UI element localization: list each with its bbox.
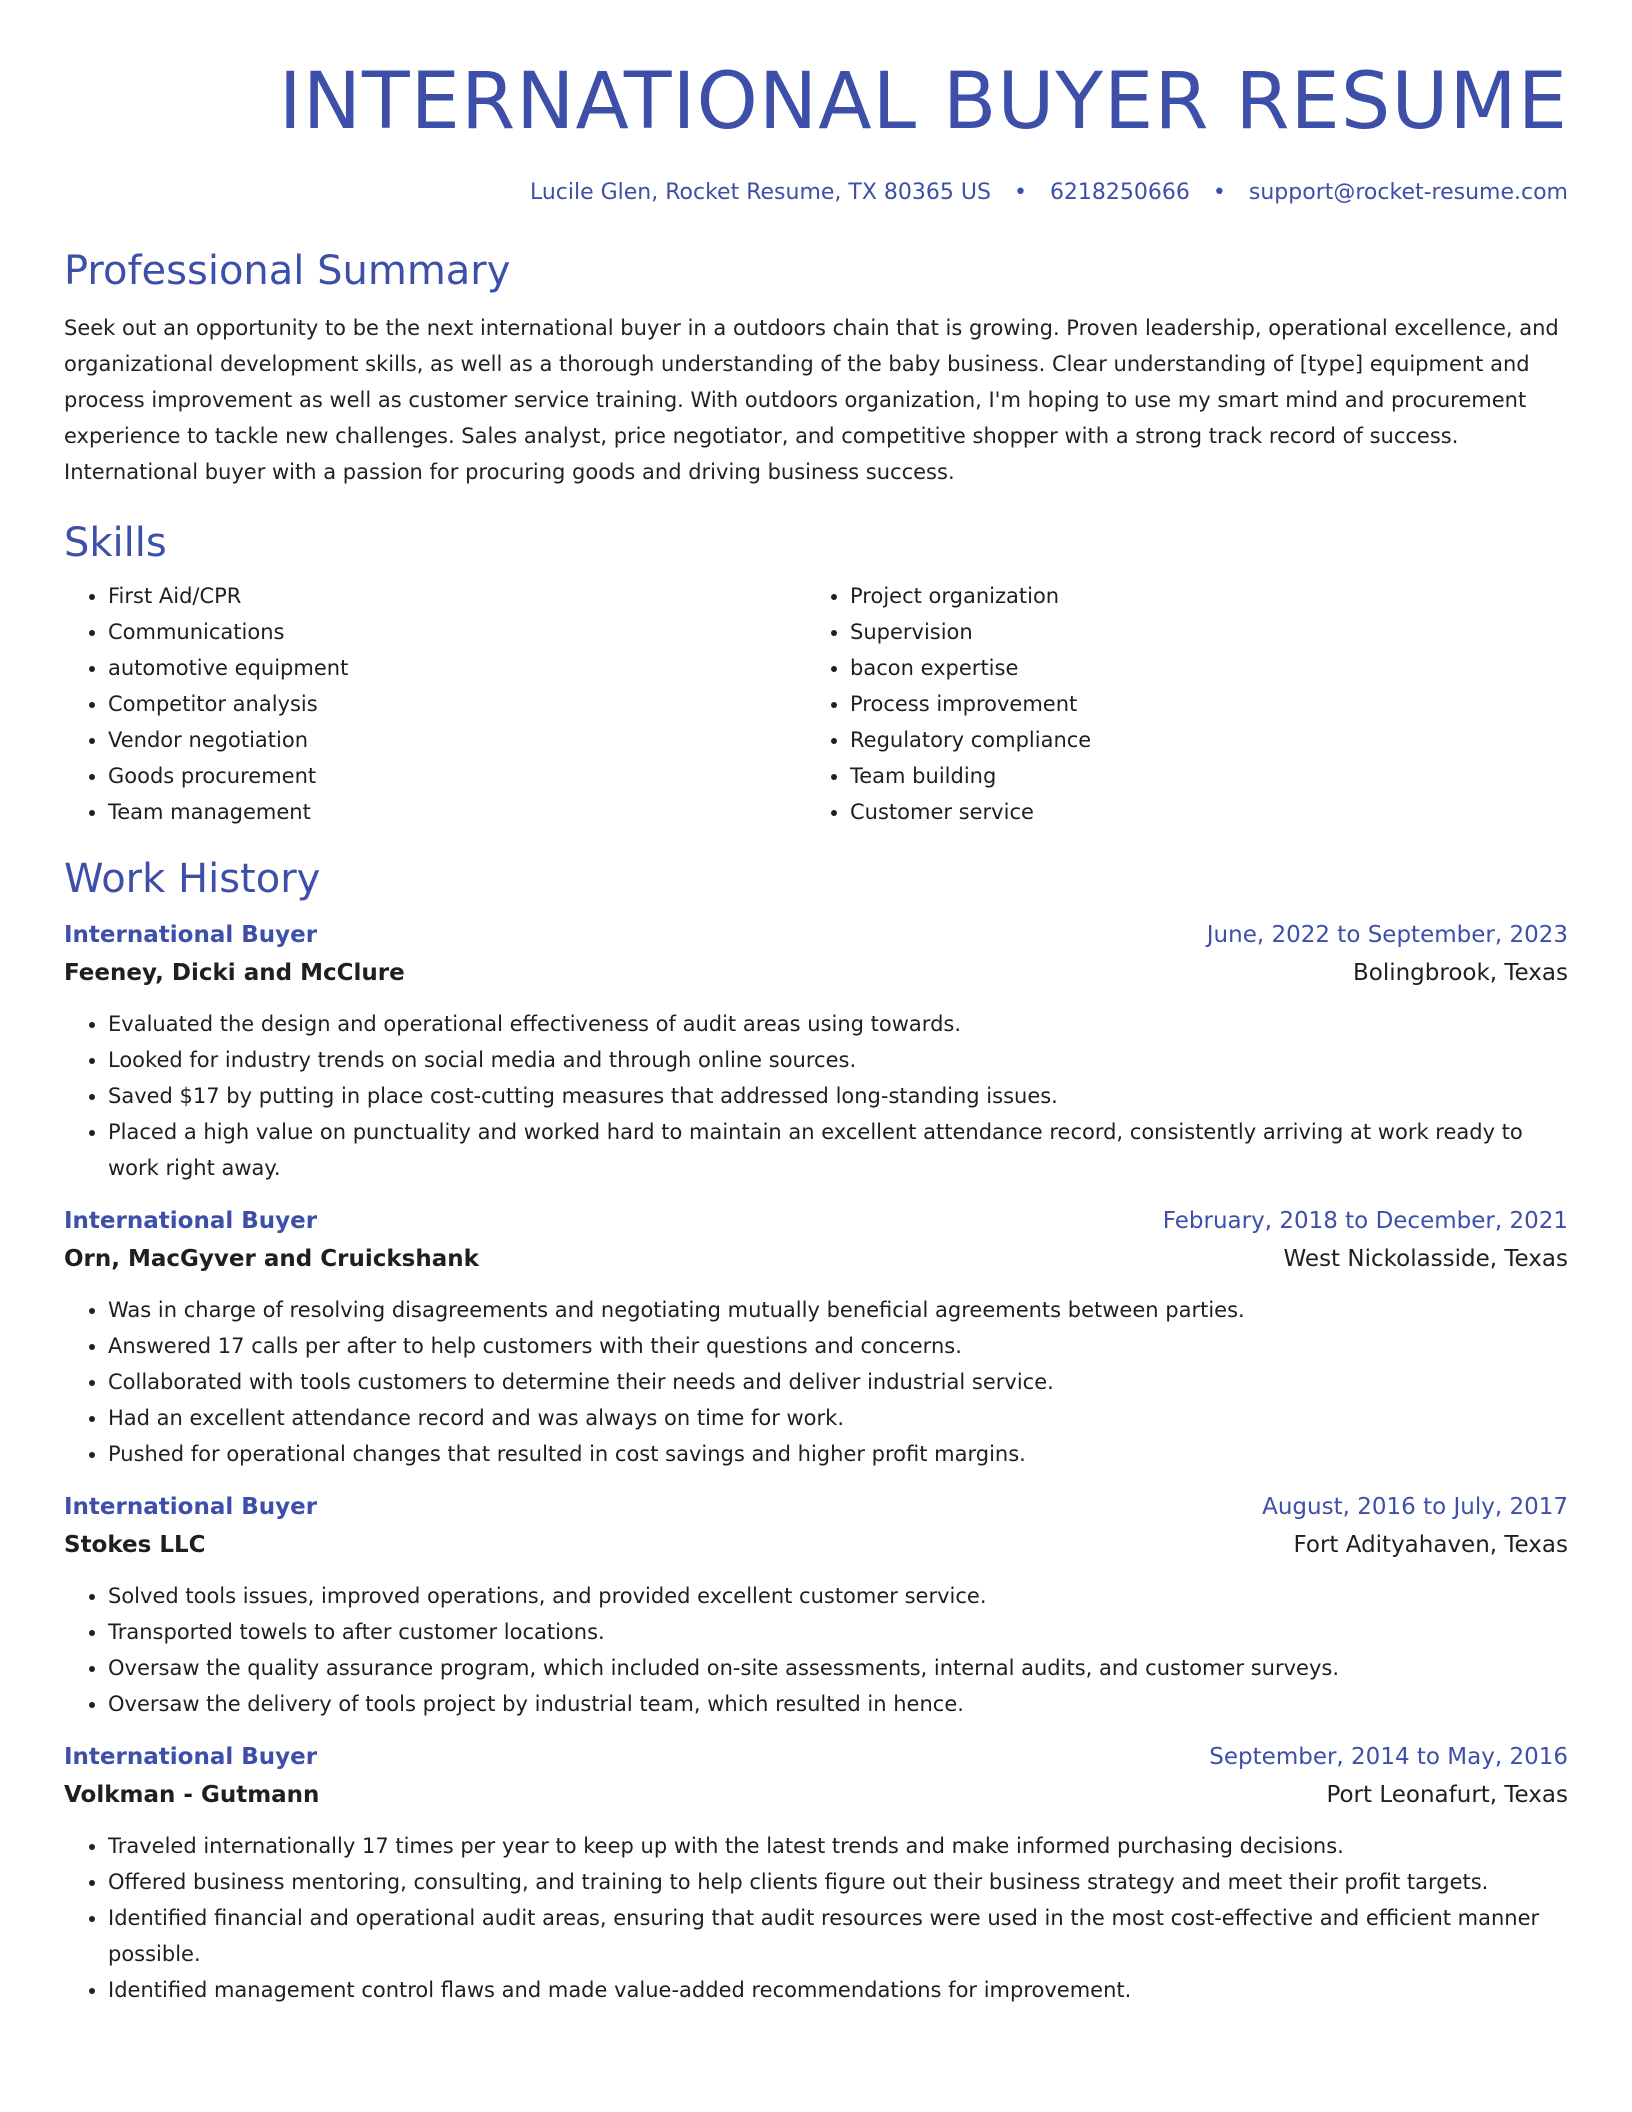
job-dates: February, 2018 to December, 2021 [1162,1208,1568,1234]
job-role: International Buyer [64,1744,318,1770]
contact-phone: 6218250666 [1049,180,1190,205]
skill-item: • automotive equipment [108,650,806,686]
job-header-row [64,916,1568,954]
contact-separator: • [1212,180,1226,205]
contact-address: Lucile Glen, Rocket Resume, TX 80365 US [529,180,991,205]
job-role: International Buyer [64,922,318,948]
job-bullet: • Oversaw the quality assurance program, which included on-site assessments, internal audits, and customer surveys. [108,1650,1568,1686]
job-bullet: • Identified management control flaws and made value-added recommendations for improvement. [108,1972,1568,2008]
resume-title: INTERNATIONAL BUYER RESUME [278,57,1568,147]
job-bullet: • Transported towels to after customer locations. [108,1614,1568,1650]
summary-text: Seek out an opportunity to be the next international buyer in a outdoors chain that is growing. Proven leadership, operational excellence, and organizational development skills, as well as a thorough understanding of the baby business. Clear understanding of [type] equipment and process improvement as well as customer service training. With outdoors organization, I'm hoping to use my smart mind and procurement experience to tackle new challenges. Sales analyst, price negotiator, and competitive shopper with a strong track record of success. International buyer with a passion for procuring goods and driving business success. [64,316,1559,484]
job-entry [64,1488,1568,1722]
skill-item: • Regulatory compliance [850,722,1091,758]
job-bullet: • Evaluated the design and operational effectiveness of audit areas using towards. [108,1006,1568,1042]
skill-item: • Supervision [850,614,1091,650]
job-bullets [64,1578,1568,1722]
job-bullets [64,1006,1568,1186]
skill-item: • First Aid/CPR [108,578,806,614]
job-bullet: • Solved tools issues, improved operations, and provided excellent customer service. [108,1578,1568,1614]
skill-item: • Team building [850,758,1091,794]
job-header-row [64,1202,1568,1240]
contact-separator: • [1013,180,1027,205]
job-bullet: • Saved $17 by putting in place cost-cutting measures that addressed long-standing issues. [108,1078,1568,1114]
job-bullet: • Placed a high value on punctuality and worked hard to maintain an excellent attendance record, consistently arriving at work ready to work right away. [108,1114,1568,1186]
job-bullet: • Had an excellent attendance record and was always on time for work. [108,1400,1568,1436]
job-company: Feeney, Dicki and McClure [64,960,405,986]
job-bullet: • Pushed for operational changes that resulted in cost savings and higher profit margins. [108,1436,1568,1472]
job-role: International Buyer [64,1494,318,1520]
job-location: West Nickolasside, Texas [1283,1246,1568,1272]
job-bullets [64,1828,1568,2008]
work-history-heading: Work History [64,856,321,902]
skill-item: • Competitor analysis [108,686,806,722]
skill-item: • Team management [108,794,806,830]
job-role: International Buyer [64,1208,318,1234]
job-dates: August, 2016 to July, 2017 [1262,1494,1568,1520]
job-company: Volkman - Gutmann [64,1782,320,1808]
skill-item: • Vendor negotiation [108,722,806,758]
job-header-row [64,1488,1568,1526]
job-entry [64,916,1568,1186]
job-bullet: • Identified financial and operational audit areas, ensuring that audit resources were used in the most cost-effective and efficient manner possible. [108,1900,1568,1972]
skill-item: • Project organization [850,578,1091,614]
job-company-row [64,954,1568,992]
skill-item: • Process improvement [850,686,1091,722]
job-bullet: • Was in charge of resolving disagreements and negotiating mutually beneficial agreements between parties. [108,1292,1568,1328]
job-bullet: • Looked for industry trends on social media and through online sources. [108,1042,1568,1078]
job-bullet: • Traveled internationally 17 times per year to keep up with the latest trends and make informed purchasing decisions. [108,1828,1568,1864]
skill-item: • Communications [108,614,806,650]
contact-email: support@rocket-resume.com [1248,180,1568,205]
contact-line [64,178,1568,208]
job-bullets [64,1292,1568,1472]
skill-item: • bacon expertise [850,650,1091,686]
job-company-row [64,1526,1568,1564]
skill-item: • Goods procurement [108,758,806,794]
skills-list [64,578,1568,830]
job-bullet: • Offered business mentoring, consulting, and training to help clients figure out their business strategy and meet their profit targets. [108,1864,1568,1900]
job-company-row [64,1776,1568,1814]
job-entry [64,1202,1568,1472]
job-entry [64,1738,1568,2008]
job-bullet: • Collaborated with tools customers to determine their needs and deliver industrial service. [108,1364,1568,1400]
job-location: Fort Adityahaven, Texas [1293,1532,1568,1558]
job-dates: September, 2014 to May, 2016 [1209,1744,1568,1770]
job-bullet: • Oversaw the delivery of tools project by industrial team, which resulted in hence. [108,1686,1568,1722]
skills-column-left [64,578,806,830]
job-header-row [64,1738,1568,1776]
summary-heading: Professional Summary [64,248,511,294]
job-location: Bolingbrook, Texas [1352,960,1568,986]
job-dates: June, 2022 to September, 2023 [1206,922,1568,948]
skills-column-right [806,578,1091,830]
skills-heading: Skills [64,520,167,566]
job-bullet: • Answered 17 calls per after to help customers with their questions and concerns. [108,1328,1568,1364]
job-location: Port Leonafurt, Texas [1326,1782,1568,1808]
job-company: Stokes LLC [64,1532,206,1558]
job-company-row [64,1240,1568,1278]
skill-item: • Customer service [850,794,1091,830]
job-company: Orn, MacGyver and Cruickshank [64,1246,479,1272]
